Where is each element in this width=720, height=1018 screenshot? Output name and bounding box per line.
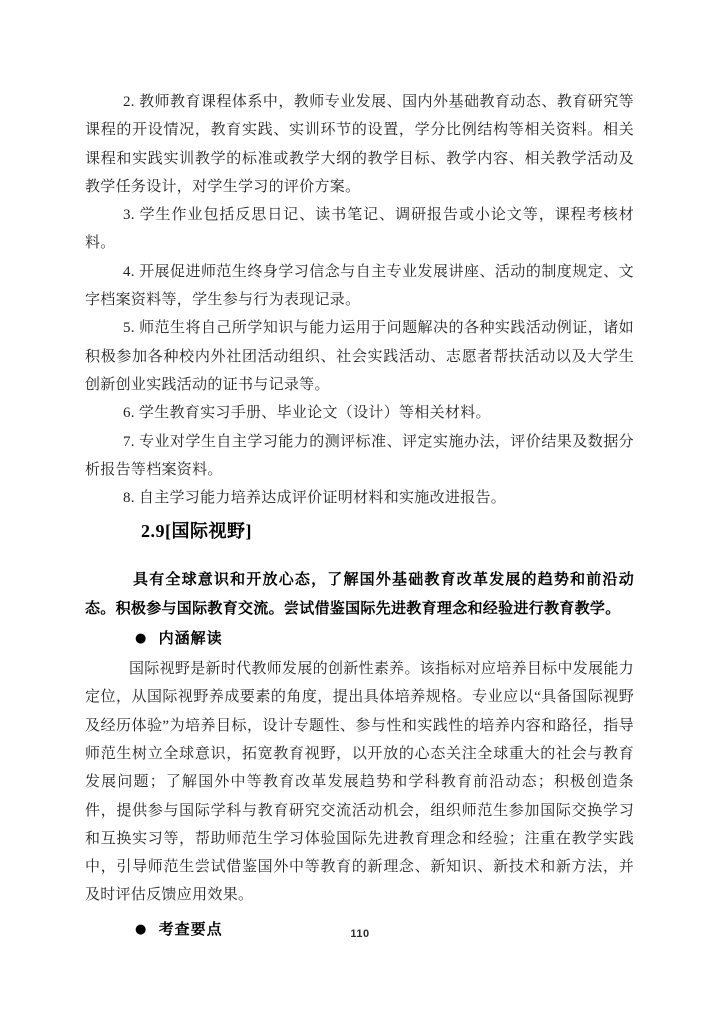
section-heading: 2.9[国际视野]	[141, 521, 252, 542]
bullet-label-connotation: 内涵解读	[158, 631, 223, 648]
numbered-item-5: 5. 师范生将自己所学知识与能力运用于问题解决的各种实践活动例证，诸如积极参加各种校内外社团活动组织、社会实践活动、志愿者帮扶活动以及大学生创新创业实践活动的证书与记录等。	[85, 320, 634, 393]
connotation-body-paragraph: 国际视野是新时代教师发展的创新性素养。该指标对应培养目标中发展能力定位，从国际视野养成要素的角度，提出具体培养规格。专业应以“具备国际视野及经历体验”为培养目标，设计专题性、参与性和实践性的培养内容和路径，指导师范生树立全球意识，拓宽教育视野，以开放的心态关注全球重大的社会与教育发展问题；了解国外中等教育改革发展趋势和学科教育前沿动态；积极创造条件，提供参与国际学科与教育研究交流活动机会，组织师范生参加国际交换学习和互换实习等，帮助师范生学习体验国际先进教育理念和经验；注重在教学实践中，引导师范生尝试借鉴国外中等教育的新理念、新知识、新技术和新方法，并及时评估反馈应用效果。	[85, 661, 634, 904]
bullet-label-inspection-points: 考查要点	[158, 921, 223, 938]
bullet-item-connotation	[85, 625, 634, 653]
section-intro: 具有全球意识和开放心态，了解国外基础教育改革发展的趋势和前沿动态。积极参与国际教育交流。尝试借鉴国际先进教育理念和经验进行教育教学。	[85, 572, 634, 617]
page-number: 110	[350, 928, 370, 940]
numbered-item-6: 6. 学生教育实习手册、毕业论文（设计）等相关材料。	[123, 405, 491, 422]
bullet-icon: ●	[135, 631, 147, 647]
numbered-item-7: 7. 专业对学生自主学习能力的测评标准、评定实施办法，评价结果及数据分析报告等档案资料。	[85, 433, 634, 478]
numbered-item-4: 4. 开展促进师范生终身学习信念与自主专业发展讲座、活动的制度规定、文字档案资料等，学生参与行为表现记录。	[85, 263, 634, 309]
document-content	[85, 88, 634, 944]
numbered-item-8: 8. 自主学习能力培养达成评价证明材料和实施改进报告。	[123, 490, 507, 507]
bullet-icon: ●	[135, 921, 147, 937]
numbered-item-3: 3. 学生作业包括反思日记、读书笔记、调研报告或小论文等，课程考核材料。	[85, 207, 634, 252]
numbered-item-2: 2. 教师教育课程体系中，教师专业发展、国内外基础教育动态、教育研究等课程的开设情况，教育实践、实训环节的设置，学分比例结构等相关资料。相关课程和实践实训教学的标准或教学大纲的教学目标、教学内容、相关教学活动及教学任务设计，对学生学习的评价方案。	[85, 94, 634, 195]
